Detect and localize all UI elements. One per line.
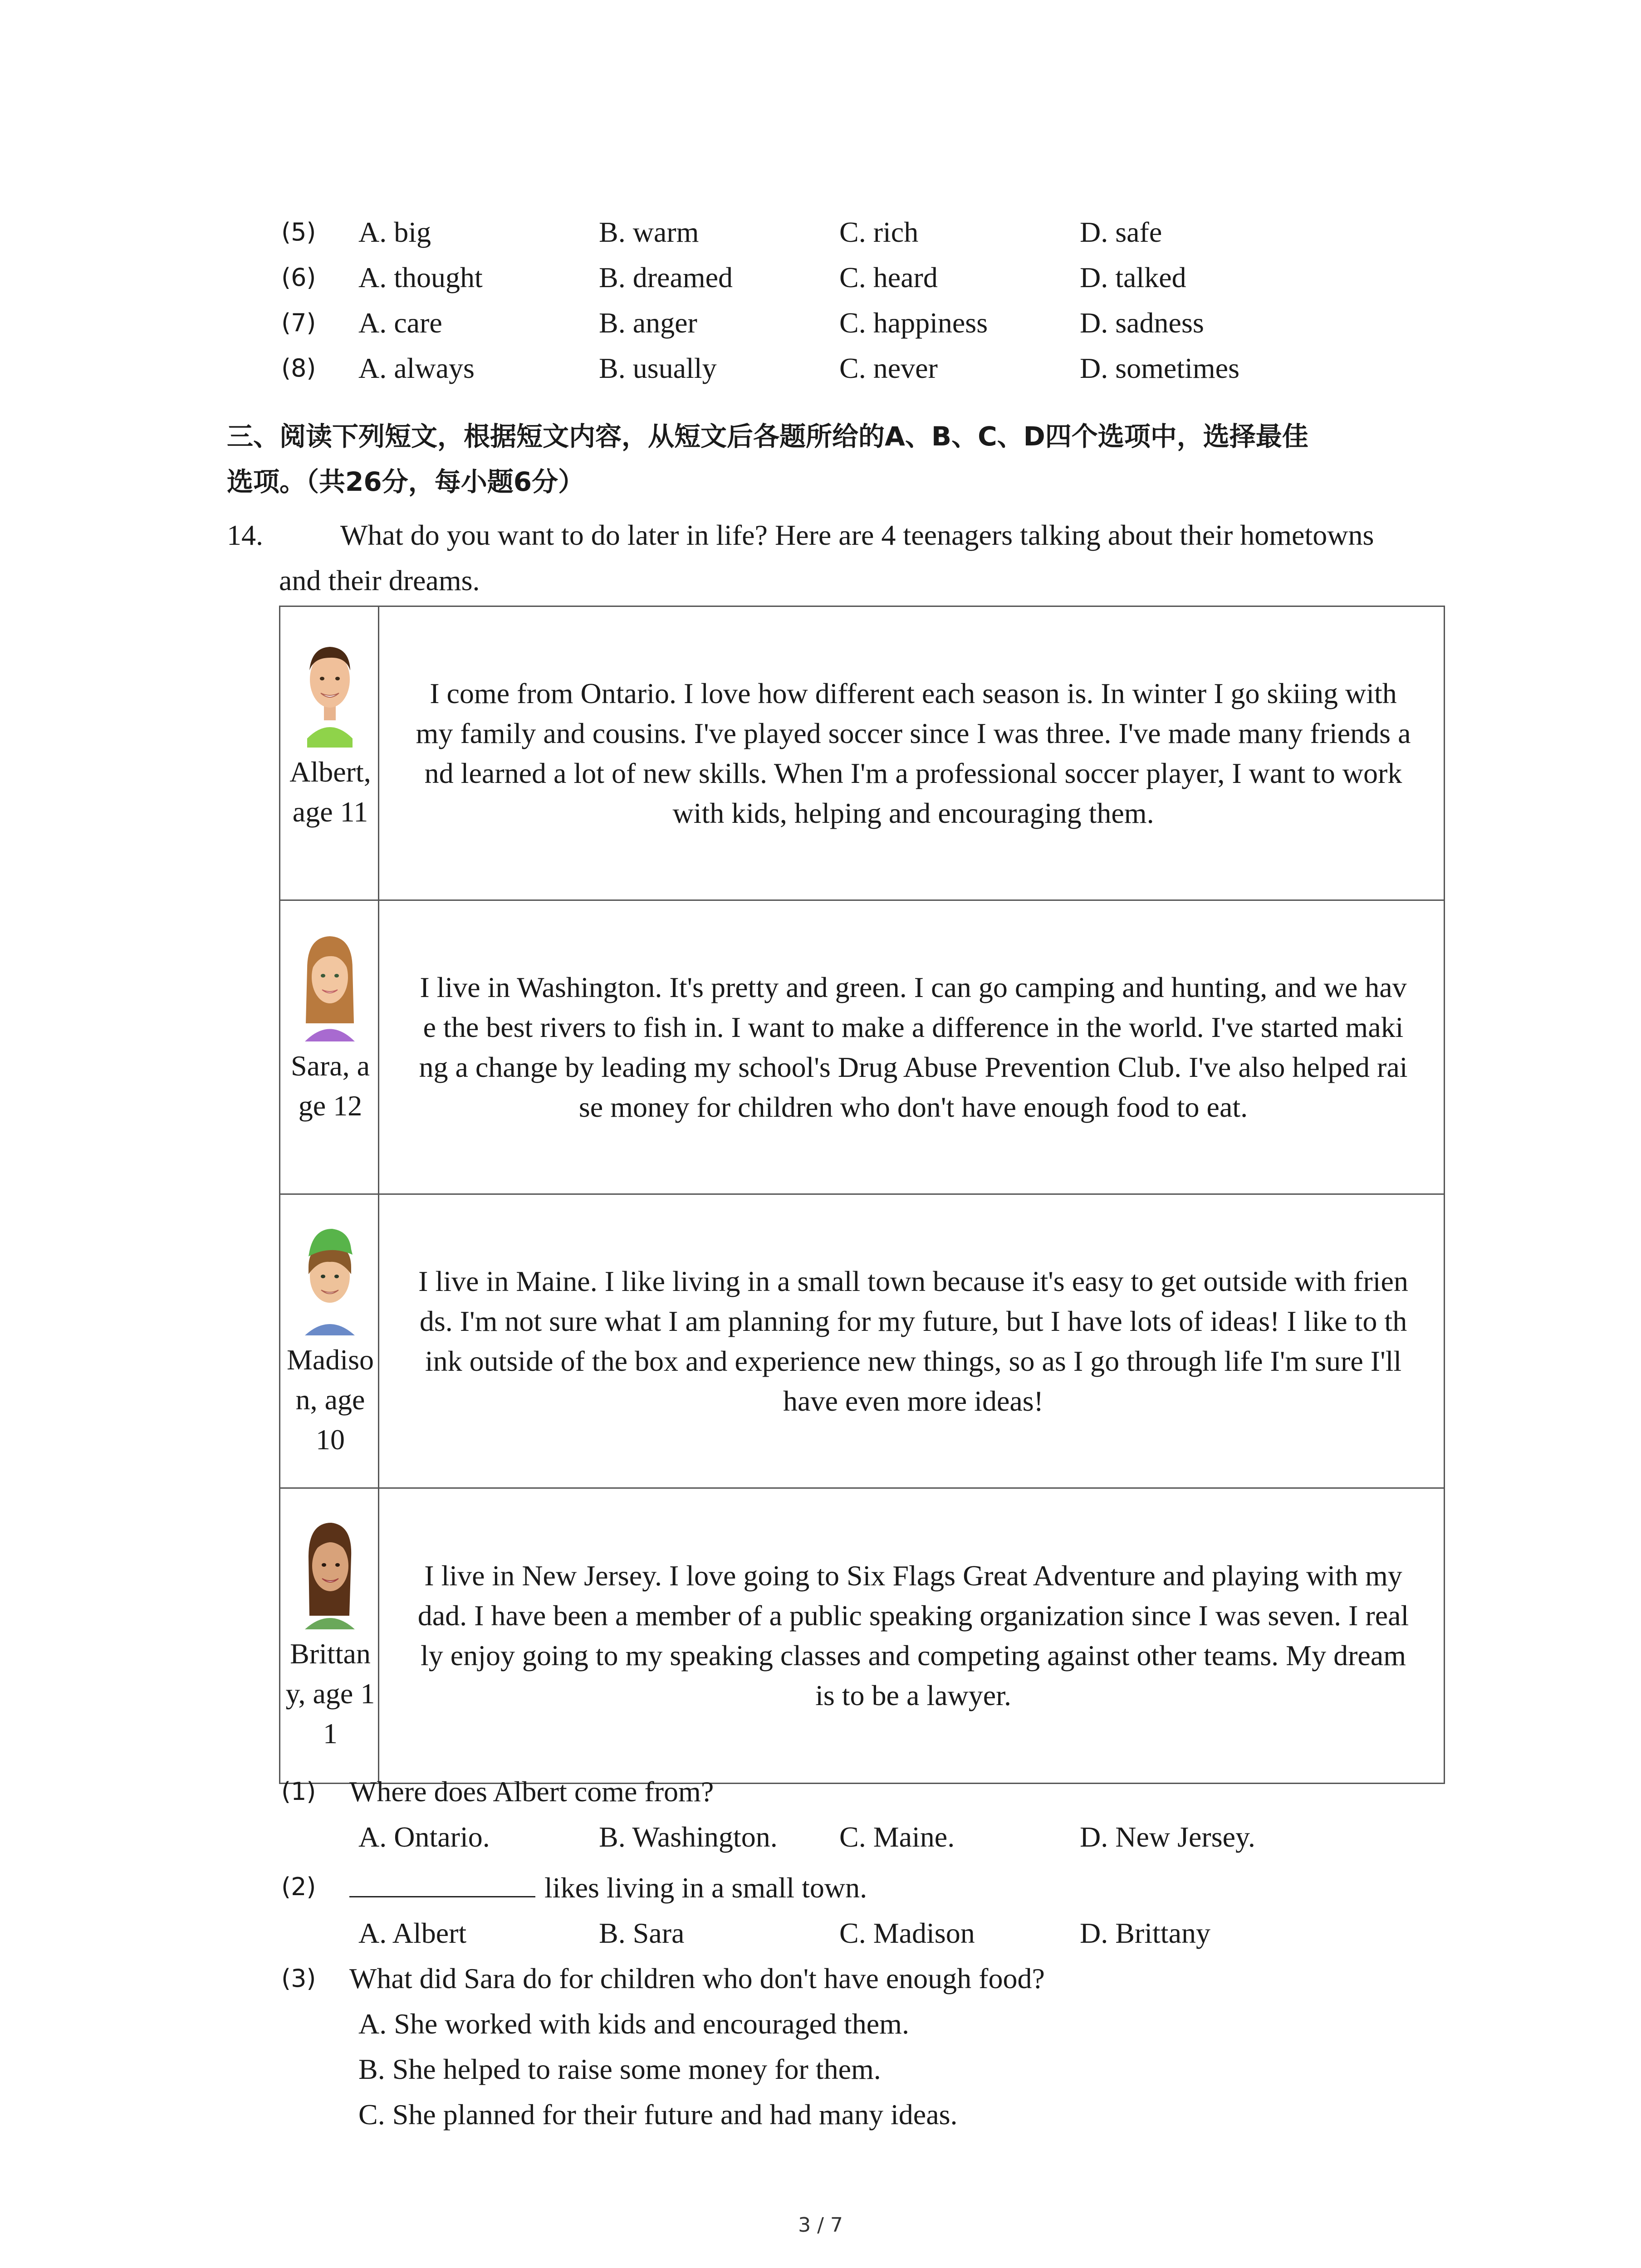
sub-question-3 [281,1956,1461,2001]
option-a: A. thought [358,261,483,293]
option-c: C. Madison [839,1917,975,1949]
section-heading-line2: 选项。（共26分，每小题6分） [227,466,585,497]
profile-text [389,1489,1437,1783]
sub-question-1 [281,1769,1461,1814]
sub-question-text: likes living in a small town. [544,1872,867,1904]
sub-question-text: What did Sara do for children who don't have enough food? [349,1962,1045,1994]
text-line: se money for children who don't have enough food to eat. [578,1090,1248,1123]
option-c: C. She planned for their future and had many ideas. [358,2098,958,2131]
profile-text [389,1195,1437,1487]
profile-row-albert [280,607,1444,901]
profile-row-brittany [280,1489,1444,1783]
sub-question-text-wrap [349,1864,867,1911]
option-row [281,346,1461,391]
text-line: I live in Maine. I like living in a small town because it's easy to get outside with frien [418,1265,1408,1297]
text-line: ds. I'm not sure what I am planning for my future, but I have lots of ideas! I like to th [419,1305,1407,1337]
option-d: D. talked [1080,261,1186,293]
profile-text [389,607,1437,899]
boy-portrait-icon [296,625,364,748]
text-line: is to be a lawyer. [815,1679,1011,1711]
text-line: I live in Washington. It's pretty and green. I can go camping and hunting, and we hav [420,971,1407,1003]
text-line: my family and cousins. I've played soccer since I was three. I've made many friends a [416,717,1411,749]
option-row [281,210,1461,255]
option-b: B. She helped to raise some money for them. [358,2053,881,2085]
option-b: B. warm [599,216,699,248]
option-d: D. sadness [1080,307,1204,339]
option-d: D. safe [1080,216,1162,248]
option-d: D. sometimes [1080,352,1239,384]
girl-portrait-icon [296,1507,364,1629]
text-line: ly enjoy going to my speaking classes and competing against other teams. My dream [421,1639,1406,1672]
profiles-table [279,606,1445,1784]
profile-row-madison [280,1195,1444,1489]
sub-question-number: (2) [281,1872,316,1901]
sub-question-2 [281,1864,1461,1910]
text-line: have even more ideas! [783,1384,1043,1417]
profile-photo-cell [280,607,379,899]
item-number: (8) [281,354,316,382]
text-line: nd learned a lot of new skills. When I'm a professional soccer player, I want to work [424,757,1402,789]
option-b: B. anger [599,307,697,339]
option-a: A. Albert [358,1917,467,1949]
text-line: with kids, helping and encouraging them. [672,797,1154,829]
text-line: e the best rivers to fish in. I want to make a difference in the world. I've started maki [423,1011,1404,1043]
item-number: (7) [281,308,316,337]
profile-photo-cell [280,1489,379,1783]
item-number: (6) [281,263,316,292]
profile-name: Sara, age 12 [290,1050,370,1122]
profile-name: Madison, age 10 [287,1344,374,1456]
text-line: ink outside of the box and experience new things, so as I go through life I'm sure I'll [425,1344,1402,1377]
option-c: C. never [839,352,938,384]
sub-question-text: Where does Albert come from? [349,1775,714,1808]
section-heading-line1: 三、阅读下列短文，根据短文内容，从短文后各题所给的A、B、C、D四个选项中，选择最佳 [227,421,1308,452]
sub-question-1-options [281,1814,1461,1860]
boy-with-cap-portrait-icon [296,1213,364,1335]
profile-text [389,901,1437,1193]
option-a: A. always [358,352,475,384]
option-a: A. She worked with kids and encouraged them. [358,2008,909,2040]
option-b: B. Sara [599,1917,685,1949]
option-c: C. heard [839,261,938,293]
option-b: B. dreamed [599,261,733,293]
text-line: dad. I have been a member of a public speaking organization since I was seven. I real [417,1599,1409,1632]
option-b: B. Washington. [599,1821,778,1853]
sub-question-2-options [281,1911,1461,1956]
text-line: I come from Ontario. I love how different each season is. In winter I go skiing with [430,677,1397,709]
question-number: 14. [227,519,263,551]
sub-question-number: (1) [281,1777,316,1806]
profile-row-sara [280,901,1444,1195]
profile-photo-cell [280,1195,379,1487]
answer-blank[interactable] [349,1864,535,1897]
option-c: C. rich [839,216,919,248]
sub-question-number: (3) [281,1964,316,1993]
option-d: D. New Jersey. [1080,1821,1255,1853]
page-number: 3 / 7 [798,2214,843,2237]
option-c: C. happiness [839,307,988,339]
text-line: I live in New Jersey. I love going to Six Flags Great Adventure and playing with my [424,1559,1402,1592]
profile-name: Brittany, age 11 [285,1637,375,1750]
option-a: A. care [358,307,442,339]
item-number: (5) [281,218,316,246]
option-row [281,255,1461,300]
intro-line-1: What do you want to do later in life? Here are 4 teenagers talking about their hometowns [340,519,1374,551]
option-c: C. Maine. [839,1821,955,1853]
option-b: B. usually [599,352,717,384]
text-line: ng a change by leading my school's Drug Abuse Prevention Club. I've also helped rai [419,1051,1408,1083]
option-d: D. Brittany [1080,1917,1210,1949]
girl-portrait-icon [296,919,364,1041]
profile-photo-cell [280,901,379,1193]
profile-name: Albert, age 11 [289,756,371,828]
option-a: A. big [358,216,431,248]
intro-line-2: and their dreams. [279,564,480,596]
option-row [281,300,1461,346]
option-a: A. Ontario. [358,1821,490,1853]
